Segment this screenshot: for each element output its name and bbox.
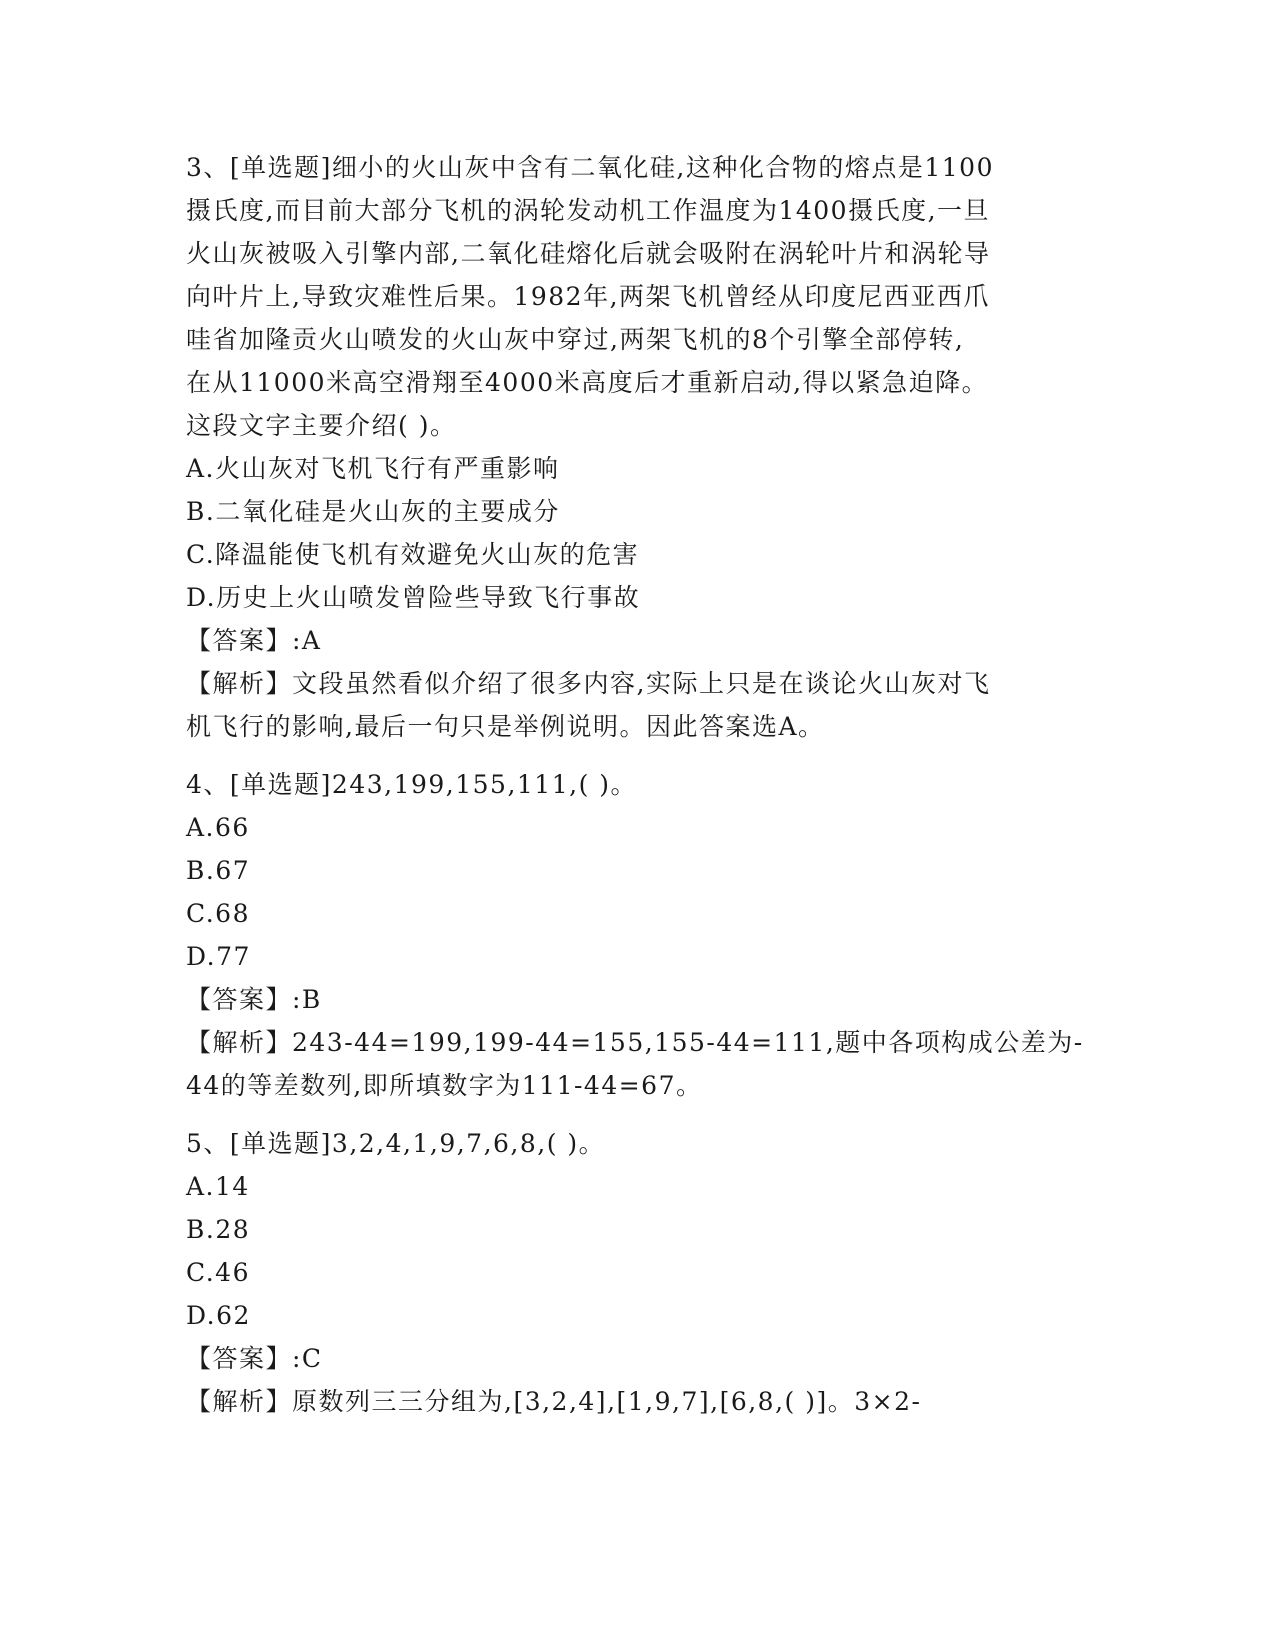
question-stem-line: 火山灰被吸入引擎内部,二氧化硅熔化后就会吸附在涡轮叶片和涡轮导 [186,239,991,268]
analysis-line: 【解析】原数列三三分组为,[3,2,4],[1,9,7],[6,8,( )]。3×2- [186,1387,922,1416]
question-3 [186,146,1086,748]
option-d: D.77 [186,942,251,971]
question-stem-line: 哇省加隆贡火山喷发的火山灰中穿过,两架飞机的8个引擎全部停转, [186,325,965,354]
question-stem-line: 向叶片上,导致灾难性后果。1982年,两架飞机曾经从印度尼西亚西爪 [186,282,991,311]
analysis-line: 【解析】文段虽然看似介绍了很多内容,实际上只是在谈论火山灰对飞 [186,669,991,698]
question-stem-line: 在从11000米高空滑翔至4000米高度后才重新启动,得以紧急迫降。 [186,368,989,397]
option-a: A.66 [186,813,250,842]
option-c: C.68 [186,899,250,928]
analysis-line: 机飞行的影响,最后一句只是举例说明。因此答案选A。 [186,712,825,741]
option-c: C.46 [186,1258,250,1287]
option-b: B.28 [186,1215,251,1244]
option-d: D.62 [186,1301,251,1330]
question-stem-line: 摄氏度,而目前大部分飞机的涡轮发动机工作温度为1400摄氏度,一旦 [186,196,991,225]
option-b: B.67 [186,856,251,885]
question-stem-line: 这段文字主要介绍( )。 [186,411,457,440]
option-c: C.降温能使飞机有效避免火山灰的危害 [186,540,640,569]
question-stem-line: 4、[单选题]243,199,155,111,( )。 [186,770,638,799]
analysis-line: 【解析】243-44=199,199-44=155,155-44=111,题中各项构成公差为- [186,1028,1084,1057]
option-a: A.火山灰对飞机飞行有严重影响 [186,454,560,483]
question-spacer [186,1107,1086,1122]
question-stem-line: 3、[单选题]细小的火山灰中含有二氧化硅,这种化合物的熔点是1100 [186,153,994,182]
option-b: B.二氧化硅是火山灰的主要成分 [186,497,560,526]
question-spacer [186,748,1086,763]
document-page [186,146,1086,1423]
analysis-line: 44的等差数列,即所填数字为111-44=67。 [186,1071,703,1100]
question-4 [186,763,1086,1107]
question-stem-line: 5、[单选题]3,2,4,1,9,7,6,8,( )。 [186,1129,606,1158]
answer-line: 【答案】:B [186,985,322,1014]
question-5 [186,1122,1086,1423]
answer-line: 【答案】:C [186,1344,323,1373]
answer-line: 【答案】:A [186,626,322,655]
option-a: A.14 [186,1172,250,1201]
option-d: D.历史上火山喷发曾险些导致飞行事故 [186,583,641,612]
